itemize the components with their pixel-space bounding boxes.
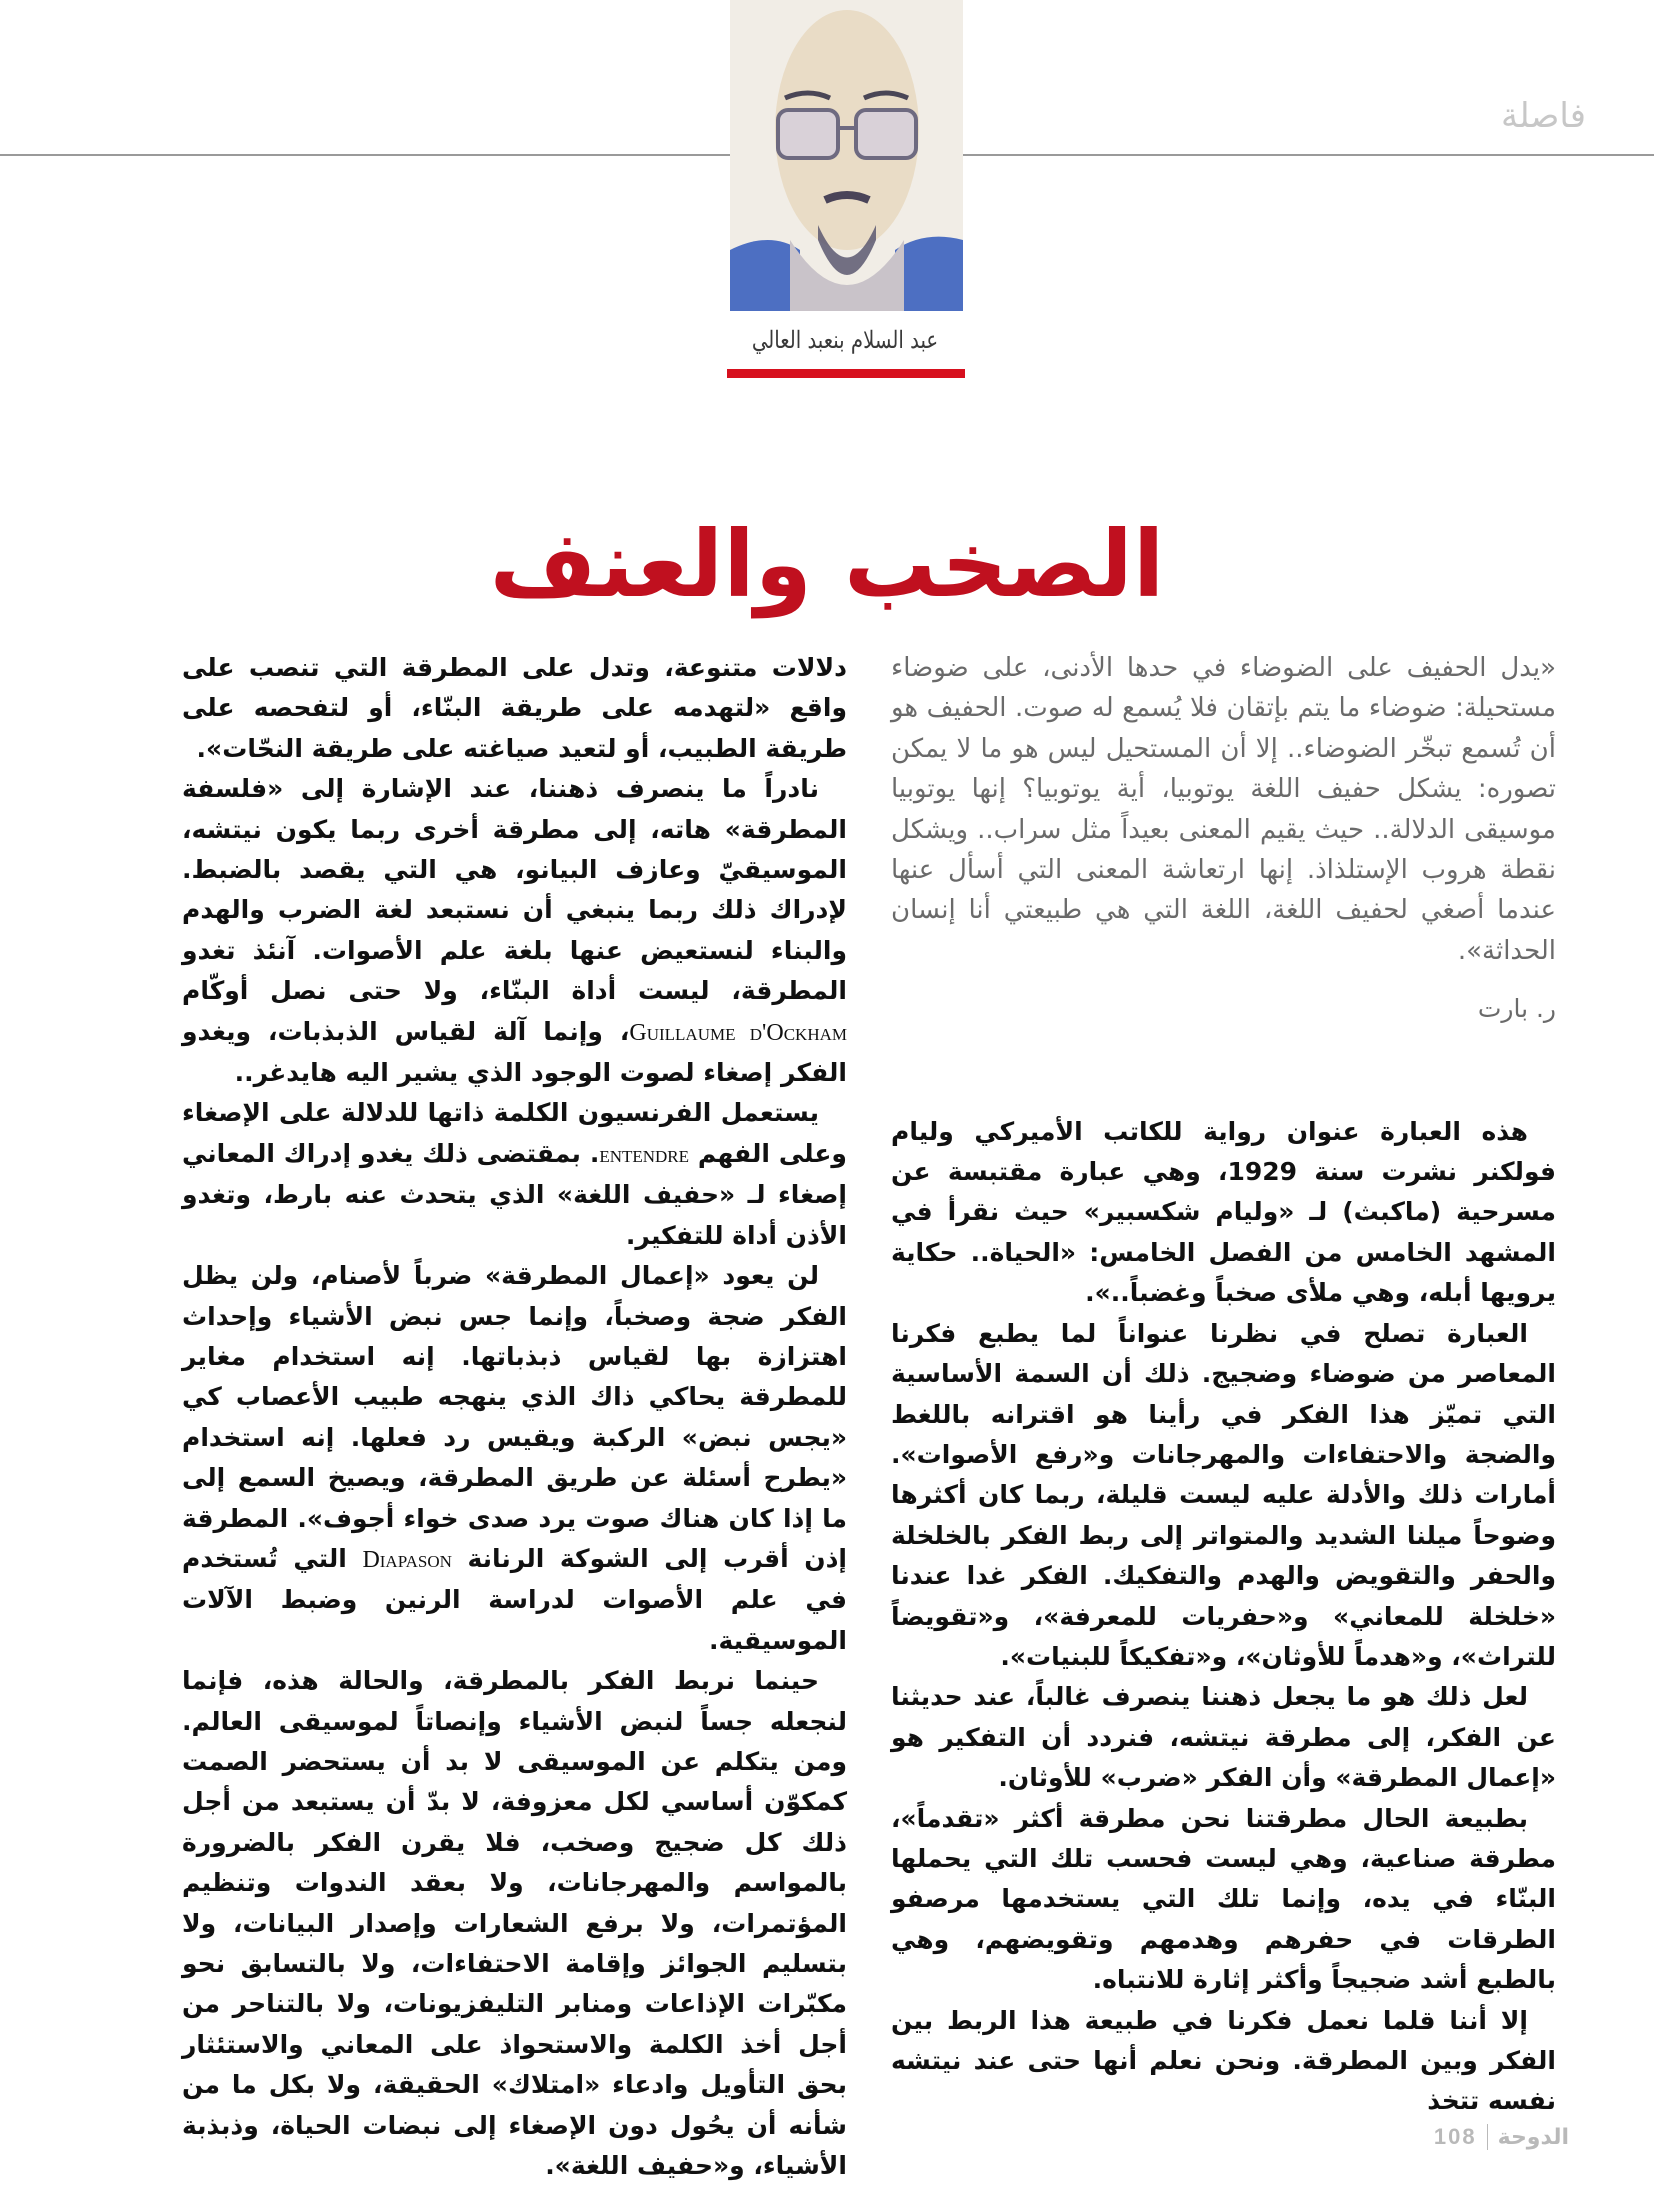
text-run: نادراً ما ينصرف ذهننا، عند الإشارة إلى «فلسفة المطرقة» هاته، إلى مطرقة أخرى ربما يكون نيتشه، الموسيقيّ وعازف البيانو، هي التي يقصد بالضبط. لإدراك ذلك ربما ينبغي أن نستبعد لغة الضرب والهدم والبناء لنستعيض عنها بلغة علم الأصوات. آنئذ تغدو المطرقة، ليست أداة البنّاء، ولا حتى نصل أوكّام [182, 774, 847, 1006]
paragraph [182, 1093, 847, 1256]
latin-term: Diapason [362, 1546, 452, 1573]
paragraph: لعل ذلك هو ما يجعل ذهننا ينصرف غالباً، عند حديثنا عن الفكر، إلى مطرقة نيتشه، فنردد أن التفكير هو «إعمال المطرقة» وأن الفكر «ضرب» للأوثان. [891, 1682, 1556, 1793]
paragraph: بطبيعة الحال مطرقتنا نحن مطرقة أكثر «تقدماً»، مطرقة صناعية، وهي ليست فحسب تلك التي يحملها البنّاء في يده، وإنما تلك التي يستخدمها مرصفو الطرقات في حفرهم وهدمهم وتقويضهم، وهي بالطبع أشد ضجيجاً وأكثر إثارة للانتباه. [891, 1803, 1556, 1995]
epigraph-source: ر. بارت [1477, 994, 1556, 1024]
paragraph: إلا أننا قلما نعمل فكرنا في طبيعة هذا الربط بين الفكر وبين المطرقة. ونحن نعلم أنها حتى عند نيتشه نفسه تتخذ [891, 2005, 1556, 2116]
author-portrait-icon [730, 0, 963, 311]
section-label: فاصلة [1501, 96, 1586, 136]
paragraph: دلالات متنوعة، وتدل على المطرقة التي تنصب على واقع «لتهدمه على طريقة البنّاء، أو لتفحصه على طريقة الطبيب، أو لتعيد صياغته على طريقة النحّات». [182, 653, 847, 763]
text-run: لن يعود «إعمال المطرقة» ضرباً لأصنام، ولن يظل الفكر ضجة وصخباً، وإنما جس نبض الأشياء وإحداث اهتزازة بها لقياس ذبذباتها. إنه استخدام مغاير للمطرقة يحاكي ذاك الذي ينهجه طبيب الأعصاب كي «يجس نبض» الركبة ويقيس رد فعلها. إنه استخدام «يطرح أسئلة عن طريق المطرقة، ويصيخ السمع إلى ما إذا كان هناك صوت يرد صدى خواء أجوف». المطرقة إذن أقرب إلى الشوكة الرنانة [182, 1261, 847, 1573]
paragraph [182, 769, 847, 1093]
latin-term: entendre [599, 1141, 690, 1168]
author-name: عبد السلام بنعبد العالي [751, 326, 939, 354]
author-photo [730, 0, 963, 311]
page-footer [1434, 2124, 1569, 2150]
footer-divider [1487, 2124, 1488, 2150]
epigraph [891, 648, 1556, 971]
page-number: 108 [1433, 2124, 1477, 2149]
paragraph: حينما نربط الفكر بالمطرقة، والحالة هذه، فإنما لنجعله جساً لنبض الأشياء وإنصاتاً لموسيقى العالم. ومن يتكلم عن الموسيقى لا بد أن يستحضر الصمت كمكوّن أساسي لكل معزوفة، لا بدّ أن يستبعد من أجل ذلك كل ضجيج وصخب، فلا يقرن الفكر بالضرورة بالمواسم والمهرجانات، ولا بعقد الندوات وتنظيم المؤتمرات، ولا برفع الشعارات وإصدار البيانات، ولا بتسليم الجوائز وإقامة الاحتفاءات، ولا بالتسابق نحو مكبّرات الإذاعات ومنابر التليفزيونات، ولا بالتناحر من أجل أخذ الكلمة والاستحواذ على المعاني والاستئثار بحق التأويل وادعاء «امتلاك» الحقيقة، ولا بكل ما من شأنه أن يحُول دون الإصغاء إلى نبضات الحياة، وذبذبة الأشياء، و«حفيف اللغة». [182, 1666, 847, 2181]
latin-term: Guillaume d'Ockham [629, 1019, 848, 1046]
text-run: يستعمل الفرنسيون الكلمة ذاتها للدلالة على الإصغاء وعلى الفهم [182, 1098, 847, 1168]
text-run: التي تُستخدم في علم الأصوات لدراسة الرنين وضبط الآلات الموسيقية. [182, 1543, 847, 1655]
article-title: الصخب والعنف [489, 510, 1165, 618]
paragraph: العبارة تصلح في نظرنا عنواناً لما يطبع فكرنا المعاصر من ضوضاء وضجيج. ذلك أن السمة الأساسية التي تميّز هذا الفكر في رأينا هو اقترانه باللغط والضجة والاحتفاءات والمهرجانات و«رفع الأصوات». أمارات ذلك والأدلة عليه ليست قليلة، ربما كان أكثرها وضوحاً ميلنا الشديد والمتواتر إلى ربط الفكر بالخلخلة والحفر والتقويض والهدم والتفكيك. الفكر غدا عندنا «خلخلة للمعاني» و«حفريات للمعرفة»، و«تقويضاً للتراث»، و«هدماً للأوثان»، و«تفكيكاً للبنيات». [891, 1318, 1556, 1671]
left-column [182, 648, 847, 2186]
author-accent-bar [727, 369, 965, 378]
epigraph-text: «يدل الحفيف على الضوضاء في حدها الأدنى، على ضوضاء مستحيلة: ضوضاء ما يتم بإتقان فلا يُسمع له صوت. الحفيف هو أن تُسمع تبخّر الضوضاء.. إلا أن المستحيل ليس هو ما لا يمكن تصوره: يشكل حفيف اللغة يوتوبيا، أية يوتوبيا؟ إنها يوتوبيا موسيقى الدلالة.. حيث يقيم المعنى بعيداً مثل سراب.. ويشكل نقطة هروب الإستلذاذ. إنها ارتعاشة المعنى التي أسأل عنها عندما أصغي لحفيف اللغة، اللغة التي هي طبيعتي أنا إنسان الحداثة». [891, 653, 1556, 966]
paragraph [182, 1256, 847, 1661]
body-start [891, 1112, 1556, 2122]
text-run: . بمقتضى ذلك يغدو إدراك المعاني إصغاء لـ «حفيف اللغة» الذي يتحدث عنه بارط، وتغدو الأذن أداة للتفكير. [182, 1138, 847, 1250]
magazine-logo: الدوحة [1497, 2124, 1569, 2150]
text-run: ، وإنما آلة لقياس الذبذبات، ويغدو الفكر إصغاء لصوت الوجود الذي يشير اليه هايدغر.. [182, 1016, 847, 1088]
paragraph: هذه العبارة عنوان رواية للكاتب الأميركي وليام فولكنر نشرت سنة 1929، وهي عبارة مقتبسة عن مسرحية (ماكبث) لـ «وليام شكسبير» حيث نقرأ في المشهد الخامس من الفصل الخامس: «الحياة.. حكاية يرويها أبله، وهي ملأى صخباً وغضباً..». [891, 1116, 1556, 1308]
right-column [891, 648, 1556, 2122]
